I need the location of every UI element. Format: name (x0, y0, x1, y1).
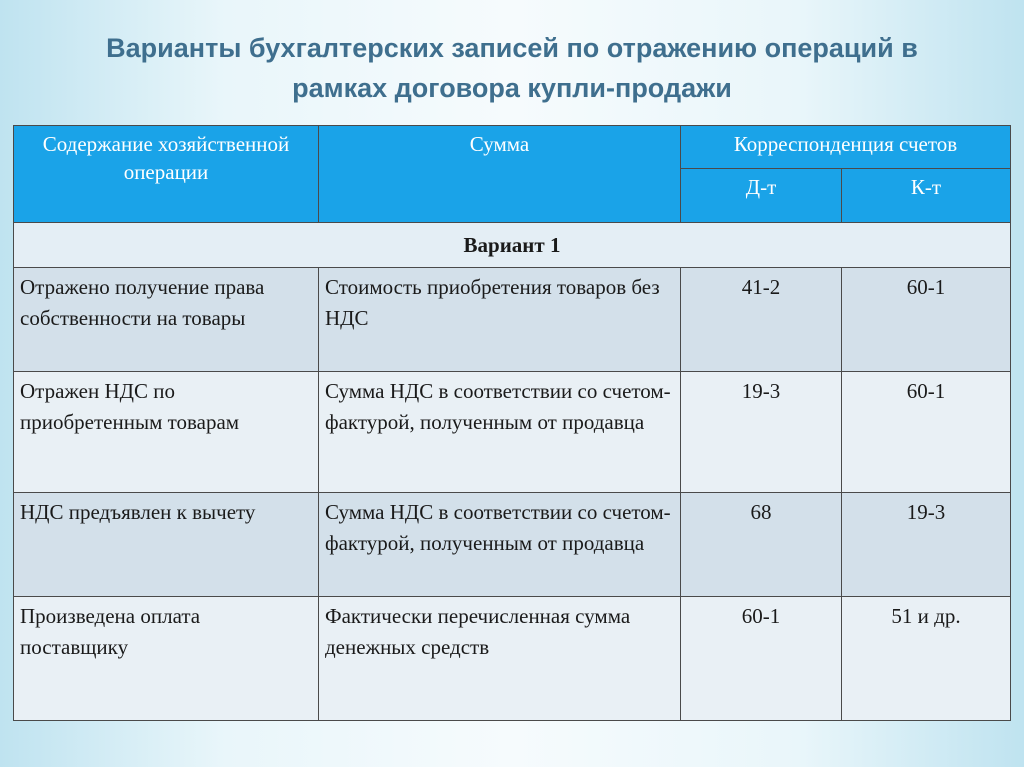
header-debit: Д-т (681, 169, 842, 223)
debit-cell: 68 (681, 493, 842, 597)
table-row (14, 372, 1011, 493)
header-correspondence: Корреспонденция счетов (681, 126, 1011, 169)
operation-cell: Произведена оплата поставщику (14, 597, 319, 721)
operation-cell: НДС предъявлен к вычету (14, 493, 319, 597)
amount-cell: Стоимость приобретения товаров без НДС (319, 268, 681, 372)
operation-cell: Отражен НДС по приобретенным товарам (14, 372, 319, 493)
header-row (14, 126, 1011, 169)
table-row (14, 597, 1011, 721)
amount-cell: Сумма НДС в соответствии со счетом-фактурой, полученным от продавца (319, 372, 681, 493)
table-row (14, 268, 1011, 372)
debit-cell: 19-3 (681, 372, 842, 493)
credit-cell: 60-1 (842, 372, 1011, 493)
header-content: Содержание хозяйственной операции (14, 126, 319, 223)
page-title (0, 28, 1024, 108)
amount-cell: Фактически перечисленная сумма денежных средств (319, 597, 681, 721)
debit-cell: 41-2 (681, 268, 842, 372)
credit-cell: 19-3 (842, 493, 1011, 597)
amount-cell: Сумма НДС в соответствии со счетом-фактурой, полученным от продавца (319, 493, 681, 597)
credit-cell: 51 и др. (842, 597, 1011, 721)
table-row (14, 493, 1011, 597)
header-amount: Сумма (319, 126, 681, 223)
variant-label: Вариант 1 (14, 223, 1011, 268)
debit-cell: 60-1 (681, 597, 842, 721)
variant-row (14, 223, 1011, 268)
accounting-entries-table (13, 125, 1011, 721)
operation-cell: Отражено получение права собственности на товары (14, 268, 319, 372)
header-credit: К-т (842, 169, 1011, 223)
title-line-2: рамках договора купли-продажи (292, 73, 732, 103)
credit-cell: 60-1 (842, 268, 1011, 372)
title-line-1: Варианты бухгалтерских записей по отражению операций в (106, 33, 918, 63)
